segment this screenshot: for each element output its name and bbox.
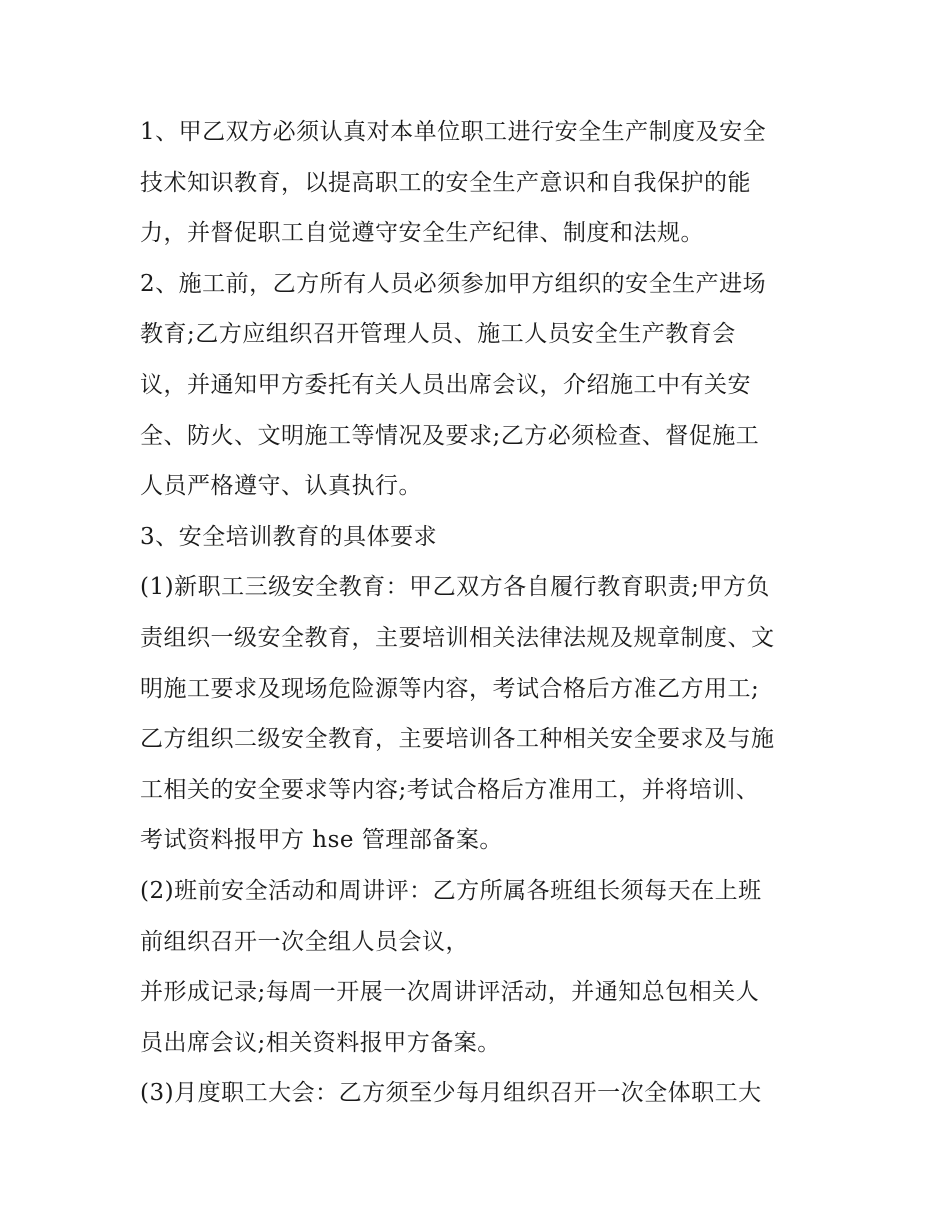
document-body — [140, 107, 820, 1119]
text-line: 前组织召开一次全组人员会议， — [140, 928, 469, 955]
text-line: 工相关的安全要求等内容;考试合格后方准用工，并将培训、 — [140, 776, 760, 803]
text-line: 力，并督促职工自觉遵守安全生产纪律、制度和法规。 — [140, 220, 704, 247]
text-line: 3、安全培训教育的具体要求 — [140, 523, 438, 550]
text-line: 议，并通知甲方委托有关人员出席会议，介绍施工中有关安 — [140, 371, 751, 398]
text-line: (2)班前安全活动和周讲评：乙方所属各班组长须每天在上班 — [140, 877, 762, 904]
text-line: 并形成记录;每周一开展一次周讲评活动，并通知总包相关人 — [140, 979, 760, 1006]
text-line: 技术知识教育，以提高职工的安全生产意识和自我保护的能 — [140, 169, 751, 196]
text-line: 全、防火、文明施工等情况及要求;乙方必须检查、督促施工 — [140, 422, 760, 449]
text-line: 教育;乙方应组织召开管理人员、施工人员安全生产教育会 — [140, 321, 736, 348]
text-line: 2、施工前，乙方所有人员必须参加甲方组织的安全生产进场 — [140, 270, 767, 297]
text-line: 员出席会议;相关资料报甲方备案。 — [140, 1029, 501, 1056]
text-line: (1)新职工三级安全教育：甲乙双方各自履行教育职责;甲方负 — [140, 574, 770, 601]
text-line: 1、甲乙双方必须认真对本单位职工进行安全生产制度及安全 — [140, 119, 767, 145]
text-line: (3)月度职工大会：乙方须至少每月组织召开一次全体职工大 — [140, 1080, 762, 1107]
text-line: 人员严格遵守、认真执行。 — [140, 473, 422, 500]
text-line: 考试资料报甲方 hse 管理部备案。 — [140, 827, 503, 854]
text-line: 责组织一级安全教育，主要培训相关法律法规及规章制度、文 — [140, 624, 775, 651]
text-line: 明施工要求及现场危险源等内容，考试合格后方准乙方用工; — [140, 675, 760, 702]
text-line: 乙方组织二级安全教育，主要培训各工种相关安全要求及与施 — [140, 726, 775, 753]
